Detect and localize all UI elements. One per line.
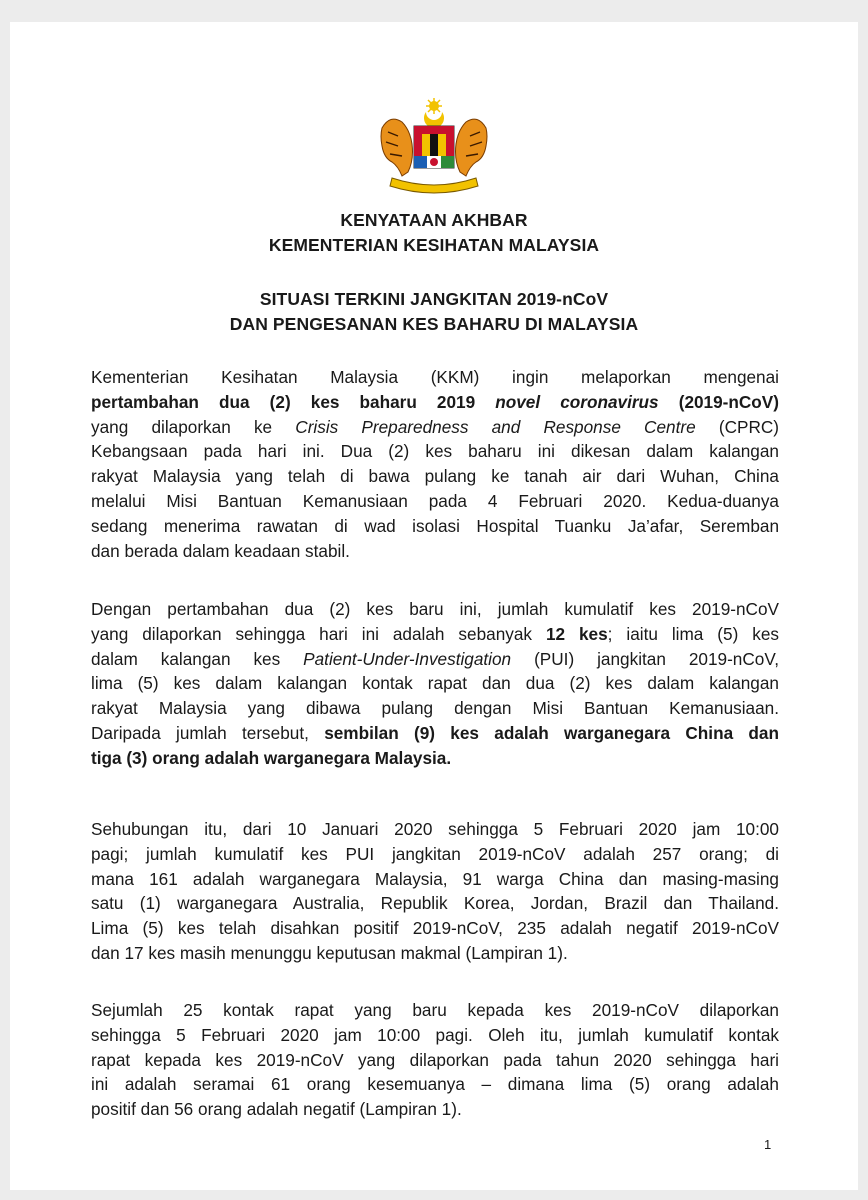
malaysia-coat-of-arms-icon bbox=[372, 98, 496, 194]
page-number: 1 bbox=[764, 1137, 772, 1152]
text-line: sehingga 5 Februari 2020 jam 10:00 pagi. Oleh itu, jumlah kumulatif kontak bbox=[91, 1024, 779, 1045]
text-line: Sejumlah 25 kontak rapat yang baru kepada kes 2019-nCoV dilaporkan bbox=[91, 1000, 779, 1020]
text-line: dan berada dalam keadaan stabil. bbox=[91, 540, 350, 561]
text-line: mana 161 adalah warganegara Malaysia, 91 warga China dan masing-masing bbox=[91, 868, 779, 889]
text-line: melalui Misi Bantuan Kemanusiaan pada 4 Februari 2020. Kedua-duanya bbox=[91, 490, 779, 511]
text-line: yang dilaporkan ke Crisis Preparedness and Response Centre (CPRC) bbox=[91, 416, 779, 437]
text-line: Lima (5) kes telah disahkan positif 2019-nCoV, 235 adalah negatif 2019-nCoV bbox=[91, 918, 779, 939]
text-line: pagi; jumlah kumulatif kes PUI jangkitan 2019-nCoV adalah 257 orang; di bbox=[91, 843, 779, 864]
text-line: dalam kalangan kes Patient-Under-Investigation (PUI) jangkitan 2019-nCoV, bbox=[91, 648, 779, 669]
document-title bbox=[0, 287, 868, 337]
text-line: yang dilaporkan sehingga hari ini adalah sebanyak 12 kes; iaitu lima (5) kes bbox=[91, 623, 779, 644]
text-line: Kebangsaan pada hari ini. Dua (2) kes baharu ini dikesan dalam kalangan bbox=[91, 441, 779, 462]
press-statement-header bbox=[0, 208, 868, 258]
header-line-2: KEMENTERIAN KESIHATAN MALAYSIA bbox=[268, 235, 600, 255]
text-line: ini adalah seramai 61 orang kesemuanya – dimana lima (5) orang adalah bbox=[91, 1074, 779, 1095]
text-line: Kementerian Kesihatan Malaysia (KKM) ingin melaporkan mengenai bbox=[91, 367, 779, 387]
text-line: tiga (3) orang adalah warganegara Malaysia. bbox=[91, 747, 452, 768]
text-line: rapat kepada kes 2019-nCoV yang dilaporkan pada tahun 2020 sehingga hari bbox=[91, 1049, 779, 1070]
title-line-2: DAN PENGESANAN KES BAHARU DI MALAYSIA bbox=[229, 314, 639, 334]
text-line: Dengan pertambahan dua (2) kes baru ini, jumlah kumulatif kes 2019-nCoV bbox=[91, 599, 779, 619]
text-line: positif dan 56 orang adalah negatif (Lampiran 1). bbox=[91, 1099, 462, 1120]
text-line: rakyat Malaysia yang telah di bawa pulang ke tanah air dari Wuhan, China bbox=[91, 466, 779, 487]
text-line: pertambahan dua (2) kes baharu 2019 novel coronavirus (2019-nCoV) bbox=[91, 391, 779, 412]
paragraph-2 bbox=[91, 597, 779, 771]
text-line: rakyat Malaysia yang dibawa pulang dengan Misi Bantuan Kemanusiaan. bbox=[91, 698, 779, 719]
text-line: satu (1) warganegara Australia, Republik Korea, Jordan, Brazil dan Thailand. bbox=[91, 893, 779, 914]
title-line-1: SITUASI TERKINI JANGKITAN 2019-nCoV bbox=[259, 289, 609, 309]
text-line: dan 17 kes masih menunggu keputusan makmal (Lampiran 1). bbox=[91, 942, 568, 963]
header-line-1: KENYATAAN AKHBAR bbox=[340, 210, 528, 230]
text-line: lima (5) kes dalam kalangan kontak rapat dan dua (2) kes dalam kalangan bbox=[91, 673, 779, 694]
paragraph-4 bbox=[91, 998, 779, 1122]
paragraph-3 bbox=[91, 817, 779, 966]
paragraph-1 bbox=[91, 365, 779, 563]
text-line: Sehubungan itu, dari 10 Januari 2020 sehingga 5 Februari 2020 jam 10:00 bbox=[91, 819, 779, 839]
text-line: sedang menerima rawatan di wad isolasi Hospital Tuanku Ja’afar, Seremban bbox=[91, 515, 779, 536]
text-line: Daripada jumlah tersebut, sembilan (9) kes adalah warganegara China dan bbox=[91, 722, 779, 743]
